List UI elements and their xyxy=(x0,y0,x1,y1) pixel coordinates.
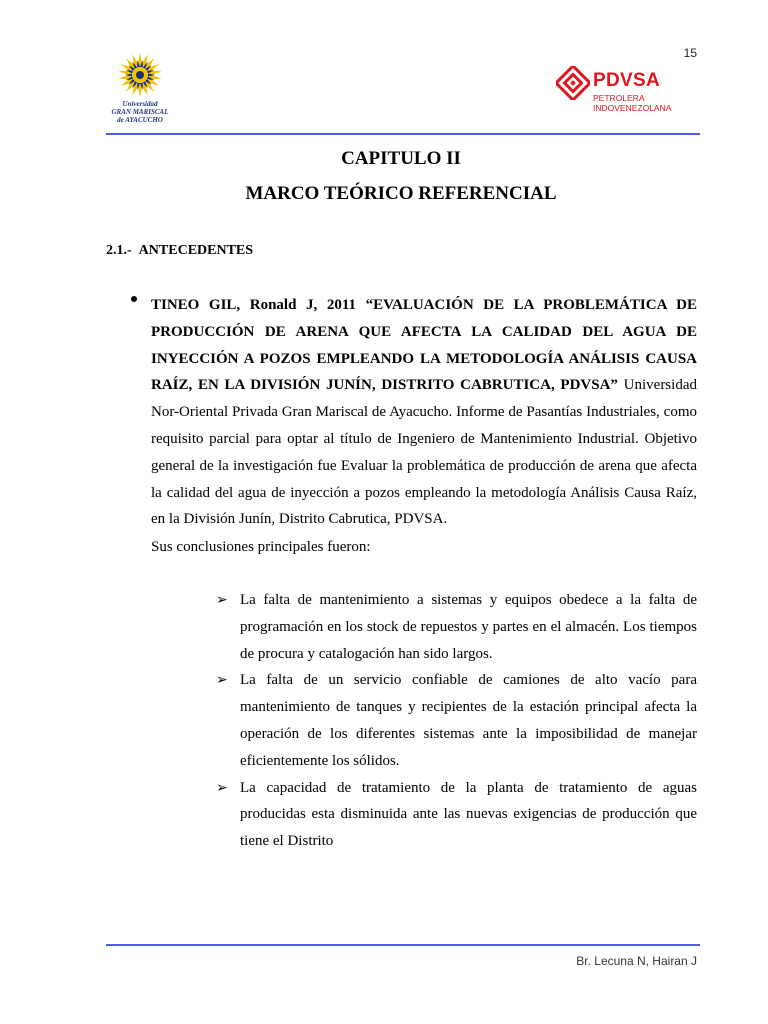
list-item-text: La falta de mantenimiento a sistemas y equipos obedece a la falta de programación en los stock de repuestos y partes en el almacén. Los tiempos de procura y catalogación han sido largos. xyxy=(240,592,697,662)
header-divider xyxy=(106,133,700,135)
reference-body: Universidad Nor-Oriental Privada Gran Mariscal de Ayacucho. Informe de Pasantías Industriales, como requisito parcial para optar al título de Ingeniero de Mantenimiento Industrial. Objetivo general de la investigación fue Evaluar la problemática de producción de arena que afecta la calidad del agua de inyección a pozos empleando la metodología Análisis Causa Raíz, en la División Junín, Distrito Cabrutica, PDVSA. xyxy=(151,377,697,528)
reference-title: TINEO GIL, Ronald J, 2011 “EVALUACIÓN DE LA PROBLEMÁTICA DE PRODUCCIÓN DE ARENA QUE AFECTA LA CALIDAD DEL AGUA DE INYECCIÓN A POZOS EMPLEANDO LA METODOLOGÍA ANÁLISIS CAUSA RAÍZ, EN LA DIVISIÓN JUNÍN, DISTRITO CABRUTICA, PDVSA” xyxy=(151,297,697,394)
conclusions-intro: Sus conclusiones principales fueron: xyxy=(151,539,371,555)
university-logo-text xyxy=(106,100,174,124)
section-title-initial: A xyxy=(138,243,149,258)
chapter-title: CAPITULO II xyxy=(341,148,461,169)
university-logo xyxy=(106,52,174,132)
arrow-bullet-icon: ➢ xyxy=(216,592,228,608)
bullet-icon xyxy=(131,296,137,302)
list-item xyxy=(216,587,697,667)
university-logo-line: GRAN MARISCAL xyxy=(111,108,169,116)
university-logo-line: Universidad xyxy=(122,100,158,108)
conclusions-list xyxy=(216,587,697,855)
footer-divider xyxy=(106,944,700,946)
section-number: 2.1.- xyxy=(106,243,132,258)
pdvsa-subtitle-line2: INDOVENEZOLANA xyxy=(593,103,672,113)
pdvsa-logo xyxy=(556,66,676,116)
footer-authors: Br. Lecuna N, Hairan J xyxy=(576,954,697,968)
list-item-text: La falta de un servicio confiable de camiones de alto vacío para mantenimiento de tanques y recipientes de la estación principal afecta la operación de los diferentes sistemas ante la imposibilidad de manejar eficientemente los sólidos. xyxy=(240,672,697,769)
pdvsa-subtitle-line1: PETROLERA xyxy=(593,93,645,103)
section-title-rest: NTECEDENTES xyxy=(148,243,254,258)
page-number: 15 xyxy=(683,46,697,60)
section-heading xyxy=(106,243,253,259)
university-logo-line: de AYACUCHO xyxy=(117,116,163,124)
arrow-bullet-icon: ➢ xyxy=(216,672,228,689)
list-item-text: La capacidad de tratamiento de la planta de tratamiento de aguas producidas esta disminuida ante las nuevas exigencias de producción que tiene el Distrito xyxy=(240,779,697,850)
pdvsa-name: PDVSA xyxy=(593,70,660,91)
pdvsa-sun-icon xyxy=(556,66,590,100)
university-sun-emblem-icon xyxy=(115,52,165,98)
list-item xyxy=(216,667,697,774)
list-item xyxy=(216,775,697,855)
chapter-subtitle: MARCO TEÓRICO REFERENCIAL xyxy=(245,183,557,204)
reference-paragraph xyxy=(151,292,697,533)
arrow-bullet-icon: ➢ xyxy=(216,779,228,796)
